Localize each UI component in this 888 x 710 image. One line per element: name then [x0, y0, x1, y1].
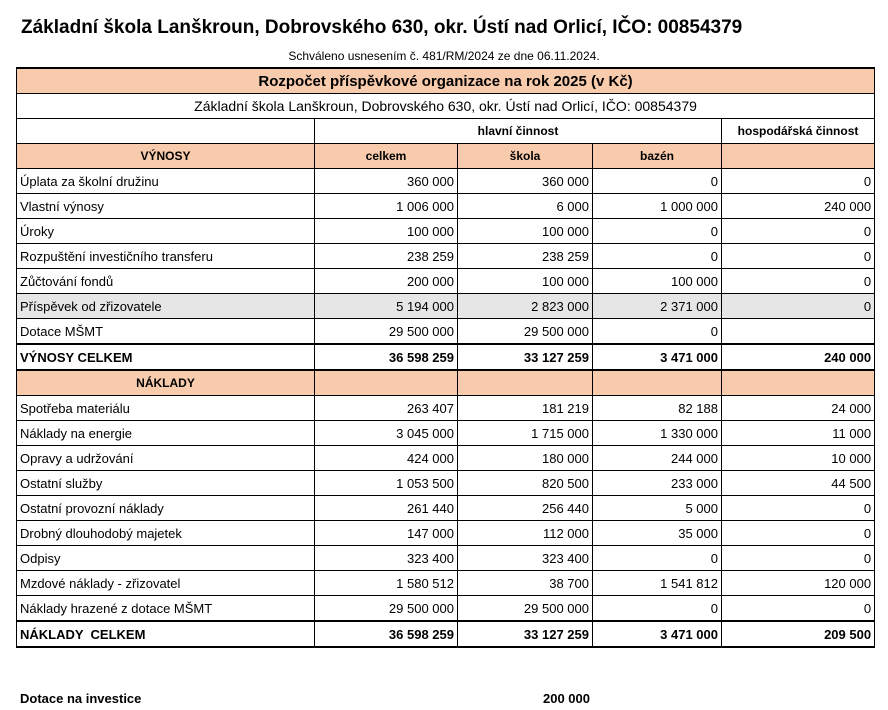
investment-label: Dotace na investice — [20, 691, 142, 706]
cell-label: Mzdové náklady - zřizovatel — [17, 571, 315, 596]
cell-pool: 0 — [593, 319, 722, 345]
cell-school: 6 000 — [458, 194, 593, 219]
cell-pool: 233 000 — [593, 471, 722, 496]
cell-school: 180 000 — [458, 446, 593, 471]
organization-line: Základní škola Lanškroun, Dobrovského 630, okr. Ústí nad Orlicí, IČO: 00854379 — [17, 94, 875, 119]
cell-business: 0 — [722, 521, 875, 546]
table-row — [17, 396, 875, 421]
table-row — [17, 496, 875, 521]
cell-pool: 35 000 — [593, 521, 722, 546]
revenue-total-total: 36 598 259 — [315, 344, 458, 370]
cell-school: 181 219 — [458, 396, 593, 421]
cell-label: Spotřeba materiálu — [17, 396, 315, 421]
cell-pool: 0 — [593, 546, 722, 571]
cell-school: 100 000 — [458, 219, 593, 244]
revenue-total-business: 240 000 — [722, 344, 875, 370]
cell-label: Ostatní služby — [17, 471, 315, 496]
cell-total: 323 400 — [315, 546, 458, 571]
cell-label: Náklady hrazené z dotace MŠMT — [17, 596, 315, 622]
main-activity-header: hlavní činnost — [315, 119, 722, 144]
cell-school: 238 259 — [458, 244, 593, 269]
costs-total-total: 36 598 259 — [315, 621, 458, 647]
table-row — [17, 471, 875, 496]
cell-business: 0 — [722, 496, 875, 521]
cell-total: 238 259 — [315, 244, 458, 269]
table-row — [17, 294, 875, 319]
cell-business: 120 000 — [722, 571, 875, 596]
cell-label: Náklady na energie — [17, 421, 315, 446]
col-school-header: škola — [458, 144, 593, 169]
cell-business: 0 — [722, 169, 875, 194]
cell-total: 1 006 000 — [315, 194, 458, 219]
cell-school: 38 700 — [458, 571, 593, 596]
cell-pool: 0 — [593, 219, 722, 244]
costs-total-pool: 3 471 000 — [593, 621, 722, 647]
costs-total-row — [17, 621, 875, 647]
table-row — [17, 421, 875, 446]
group-header-row — [17, 119, 875, 144]
cell-pool: 244 000 — [593, 446, 722, 471]
cell-total: 147 000 — [315, 521, 458, 546]
cell-pool: 1 541 812 — [593, 571, 722, 596]
cell-label: Zůčtování fondů — [17, 269, 315, 294]
cell-pool: 82 188 — [593, 396, 722, 421]
cell-school: 820 500 — [458, 471, 593, 496]
cell-pool: 0 — [593, 596, 722, 622]
table-row — [17, 446, 875, 471]
cell-school: 1 715 000 — [458, 421, 593, 446]
costs-header-blank-3 — [593, 370, 722, 396]
table-row — [17, 571, 875, 596]
costs-header-blank-2 — [458, 370, 593, 396]
table-row — [17, 319, 875, 345]
cell-total: 29 500 000 — [315, 319, 458, 345]
org-row — [17, 94, 875, 119]
cell-business: 10 000 — [722, 446, 875, 471]
table-row — [17, 546, 875, 571]
table-caption: Rozpočet příspěvkové organizace na rok 2025 (v Kč) — [17, 68, 875, 94]
table-row — [17, 521, 875, 546]
col-pool-header: bazén — [593, 144, 722, 169]
cell-business: 0 — [722, 294, 875, 319]
cell-total: 100 000 — [315, 219, 458, 244]
cell-pool: 0 — [593, 244, 722, 269]
empty-header-cell — [17, 119, 315, 144]
cell-school: 112 000 — [458, 521, 593, 546]
cell-pool: 100 000 — [593, 269, 722, 294]
cell-total: 29 500 000 — [315, 596, 458, 622]
cell-pool: 5 000 — [593, 496, 722, 521]
cell-total: 1 053 500 — [315, 471, 458, 496]
cell-total: 261 440 — [315, 496, 458, 521]
cell-school: 256 440 — [458, 496, 593, 521]
cost-rows — [17, 396, 875, 622]
costs-total-business: 209 500 — [722, 621, 875, 647]
business-activity-header: hospodářská činnost — [722, 119, 875, 144]
cell-label: Opravy a udržování — [17, 446, 315, 471]
cell-total: 5 194 000 — [315, 294, 458, 319]
col-total-header: celkem — [315, 144, 458, 169]
cell-label: Odpisy — [17, 546, 315, 571]
cell-pool: 1 330 000 — [593, 421, 722, 446]
cell-business: 0 — [722, 244, 875, 269]
cell-business: 240 000 — [722, 194, 875, 219]
table-row — [17, 169, 875, 194]
cell-business: 24 000 — [722, 396, 875, 421]
cell-business: 44 500 — [722, 471, 875, 496]
table-row — [17, 596, 875, 622]
costs-total-school: 33 127 259 — [458, 621, 593, 647]
cell-school: 323 400 — [458, 546, 593, 571]
cell-label: Vlastní výnosy — [17, 194, 315, 219]
cell-business: 0 — [722, 269, 875, 294]
cell-pool: 2 371 000 — [593, 294, 722, 319]
revenue-total-school: 33 127 259 — [458, 344, 593, 370]
table-row — [17, 244, 875, 269]
cell-school: 2 823 000 — [458, 294, 593, 319]
cell-label: Ostatní provozní náklady — [17, 496, 315, 521]
column-header-row — [17, 144, 875, 169]
investment-value: 200 000 — [543, 691, 590, 706]
revenue-total-label: VÝNOSY CELKEM — [17, 344, 315, 370]
table-row — [17, 269, 875, 294]
cell-label: Drobný dlouhodobý majetek — [17, 521, 315, 546]
revenue-rows — [17, 169, 875, 345]
cell-pool: 0 — [593, 169, 722, 194]
cell-total: 3 045 000 — [315, 421, 458, 446]
caption-row — [17, 68, 875, 94]
costs-header-blank-4 — [722, 370, 875, 396]
costs-header-row — [17, 370, 875, 396]
cell-business — [722, 319, 875, 345]
cell-label: Úroky — [17, 219, 315, 244]
revenue-total-pool: 3 471 000 — [593, 344, 722, 370]
cell-business: 0 — [722, 546, 875, 571]
costs-total-label: NÁKLADY CELKEM — [17, 621, 315, 647]
cell-total: 360 000 — [315, 169, 458, 194]
cell-total: 263 407 — [315, 396, 458, 421]
table-row — [17, 194, 875, 219]
costs-header-blank-1 — [315, 370, 458, 396]
cell-total: 1 580 512 — [315, 571, 458, 596]
cell-pool: 1 000 000 — [593, 194, 722, 219]
col-business-header — [722, 144, 875, 169]
cell-school: 360 000 — [458, 169, 593, 194]
revenue-section-label: VÝNOSY — [17, 144, 315, 169]
cell-business: 0 — [722, 596, 875, 622]
table-row — [17, 219, 875, 244]
cell-total: 200 000 — [315, 269, 458, 294]
budget-table — [16, 67, 875, 648]
cell-label: Rozpuštění investičního transferu — [17, 244, 315, 269]
cell-label: Dotace MŠMT — [17, 319, 315, 345]
cell-label: Příspěvek od zřizovatele — [17, 294, 315, 319]
cell-business: 0 — [722, 219, 875, 244]
cell-school: 100 000 — [458, 269, 593, 294]
costs-section-label: NÁKLADY — [17, 370, 315, 396]
cell-business: 11 000 — [722, 421, 875, 446]
cell-school: 29 500 000 — [458, 319, 593, 345]
document-title: Základní škola Lanškroun, Dobrovského 630, okr. Ústí nad Orlicí, IČO: 00854379 — [21, 17, 743, 38]
revenue-total-row — [17, 344, 875, 370]
cell-school: 29 500 000 — [458, 596, 593, 622]
cell-label: Úplata za školní družinu — [17, 169, 315, 194]
approval-note: Schváleno usnesením č. 481/RM/2024 ze dne 06.11.2024. — [288, 49, 600, 63]
cell-total: 424 000 — [315, 446, 458, 471]
